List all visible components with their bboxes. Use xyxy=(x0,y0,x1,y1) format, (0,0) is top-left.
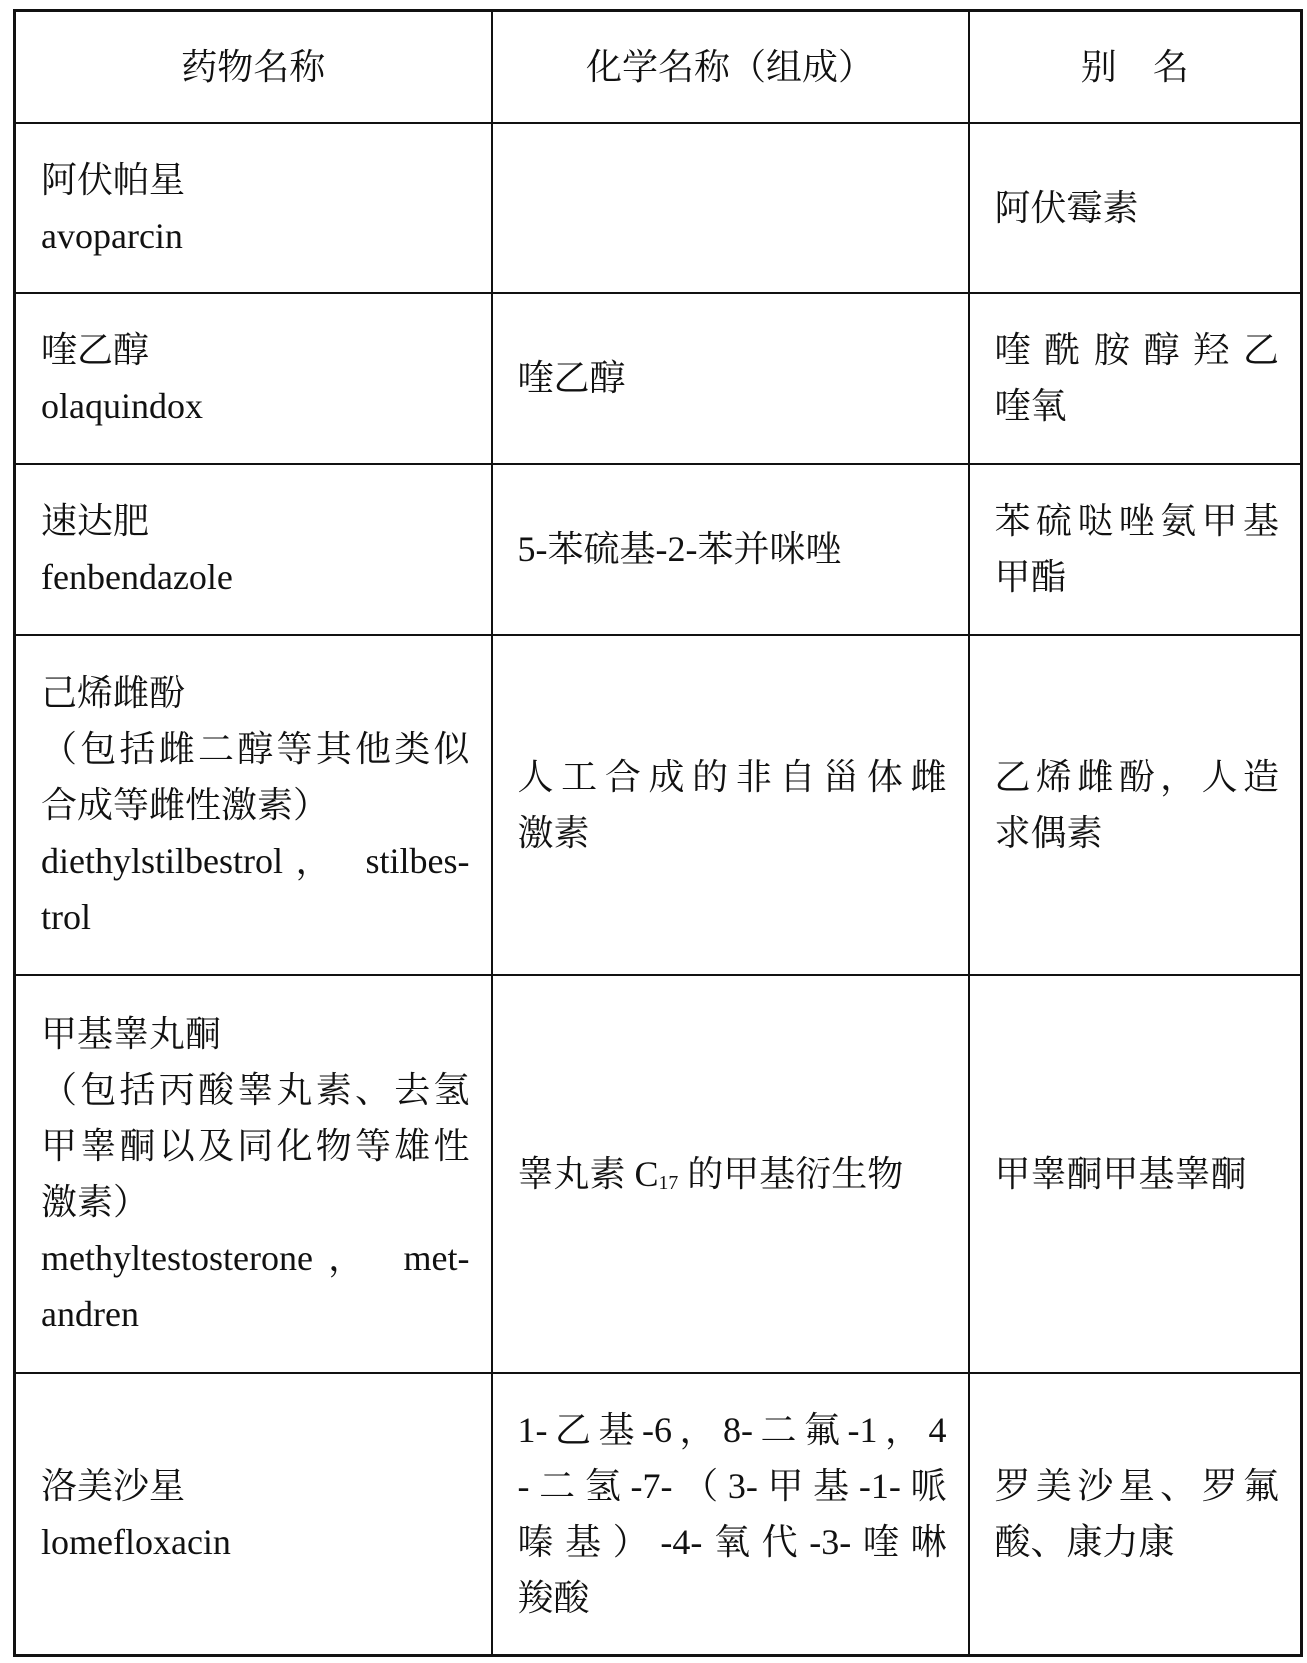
alias-cell xyxy=(969,1373,1302,1656)
alias-line: 喹氧 xyxy=(994,386,1067,426)
drug-name-cn: 速达肥 xyxy=(41,501,150,541)
drug-name-note: 合成等雌性激素） xyxy=(41,784,330,825)
drug-name-en: andren xyxy=(41,1293,139,1334)
drug-name-cn: 甲基睾丸酮 xyxy=(41,1013,222,1054)
drug-name-cell xyxy=(15,975,492,1373)
drug-name-cell xyxy=(15,1373,492,1656)
drug-name-note: （包括雌二醇等其他类似 xyxy=(41,728,470,769)
drug-name-en: avoparcin xyxy=(41,215,183,256)
chemical-text: 的甲基衍生物 xyxy=(678,1153,904,1194)
alias-line: 求偶素 xyxy=(994,812,1103,853)
header-alias: 别 名 xyxy=(969,11,1302,123)
header-chemical-name: 化学名称（组成） xyxy=(492,11,969,123)
alias-line: 甲酯 xyxy=(994,557,1067,597)
chemical-name-cell xyxy=(492,123,969,293)
drug-name-cn: 洛美沙星 xyxy=(41,1465,186,1506)
drug-name-en: lomefloxacin xyxy=(41,1521,231,1562)
chemical-line: 5-苯硫基-2-苯并咪唑 xyxy=(517,529,842,569)
chemical-name-cell xyxy=(492,1373,969,1656)
chemical-line: 激素 xyxy=(517,812,590,853)
table-row xyxy=(15,293,1302,464)
chemical-line xyxy=(518,1146,947,1202)
table-row xyxy=(15,464,1302,635)
alias-cell xyxy=(969,464,1302,635)
drug-name-en: olaquindox xyxy=(41,386,203,426)
drug-name-cell xyxy=(15,293,492,464)
table-row xyxy=(15,1373,1302,1656)
chemical-name-cell xyxy=(492,464,969,635)
drug-name-en: methyltestosterone， met- xyxy=(41,1237,470,1278)
drug-name-note: 甲睾酮以及同化物等雄性 xyxy=(41,1125,470,1166)
subscript: 17 xyxy=(658,1171,679,1194)
chemical-line: -二氢-7-（3-甲基-1-哌 xyxy=(517,1465,947,1506)
alias-cell xyxy=(969,123,1302,293)
alias-cell xyxy=(969,975,1302,1373)
chemical-line: 嗪基）-4-氧代-3-喹啉 xyxy=(517,1521,947,1562)
drug-name-note: 激素） xyxy=(41,1181,150,1222)
alias-cell xyxy=(969,293,1302,464)
alias-line: 罗美沙星、罗氟 xyxy=(994,1465,1279,1506)
chemical-line: 喹乙醇 xyxy=(517,358,626,398)
chemical-line: 人工合成的非自甾体雌 xyxy=(517,756,947,797)
drug-name-cn: 己烯雌酚 xyxy=(41,672,186,713)
drug-name-en: trol xyxy=(41,896,91,937)
alias-line: 甲睾酮甲基睾酮 xyxy=(994,1153,1247,1194)
alias-line: 喹酰胺醇羟乙 xyxy=(994,330,1279,370)
chemical-name-cell xyxy=(492,293,969,464)
drug-name-en: fenbendazole xyxy=(41,557,233,597)
chemical-text: 睾丸素 C xyxy=(517,1153,659,1194)
drug-name-note: （包括丙酸睾丸素、去氢 xyxy=(41,1069,470,1110)
drug-name-cn: 阿伏帕星 xyxy=(41,159,186,200)
alias-cell xyxy=(969,635,1302,975)
alias-line: 苯硫哒唑氨甲基 xyxy=(994,501,1279,541)
chemical-line: 1-乙基-6，8-二氟-1，4 xyxy=(517,1409,947,1450)
alias-line: 乙烯雌酚，人造 xyxy=(994,756,1279,797)
chemical-name-cell xyxy=(492,635,969,975)
drug-name-cell xyxy=(15,123,492,293)
header-row xyxy=(15,11,1302,123)
header-drug-name: 药物名称 xyxy=(15,11,492,123)
table-row xyxy=(15,975,1302,1373)
drug-name-cell xyxy=(15,464,492,635)
drug-name-cell xyxy=(15,635,492,975)
drug-table xyxy=(13,9,1303,1657)
alias-line: 阿伏霉素 xyxy=(994,187,1139,228)
chemical-name-cell xyxy=(492,975,969,1373)
chemical-line: 羧酸 xyxy=(517,1577,590,1618)
drug-name-cn: 喹乙醇 xyxy=(41,330,150,370)
alias-line: 酸、康力康 xyxy=(994,1521,1175,1562)
table-row xyxy=(15,123,1302,293)
drug-name-en: diethylstilbestrol， stilbes- xyxy=(41,840,470,881)
table-row xyxy=(15,635,1302,975)
